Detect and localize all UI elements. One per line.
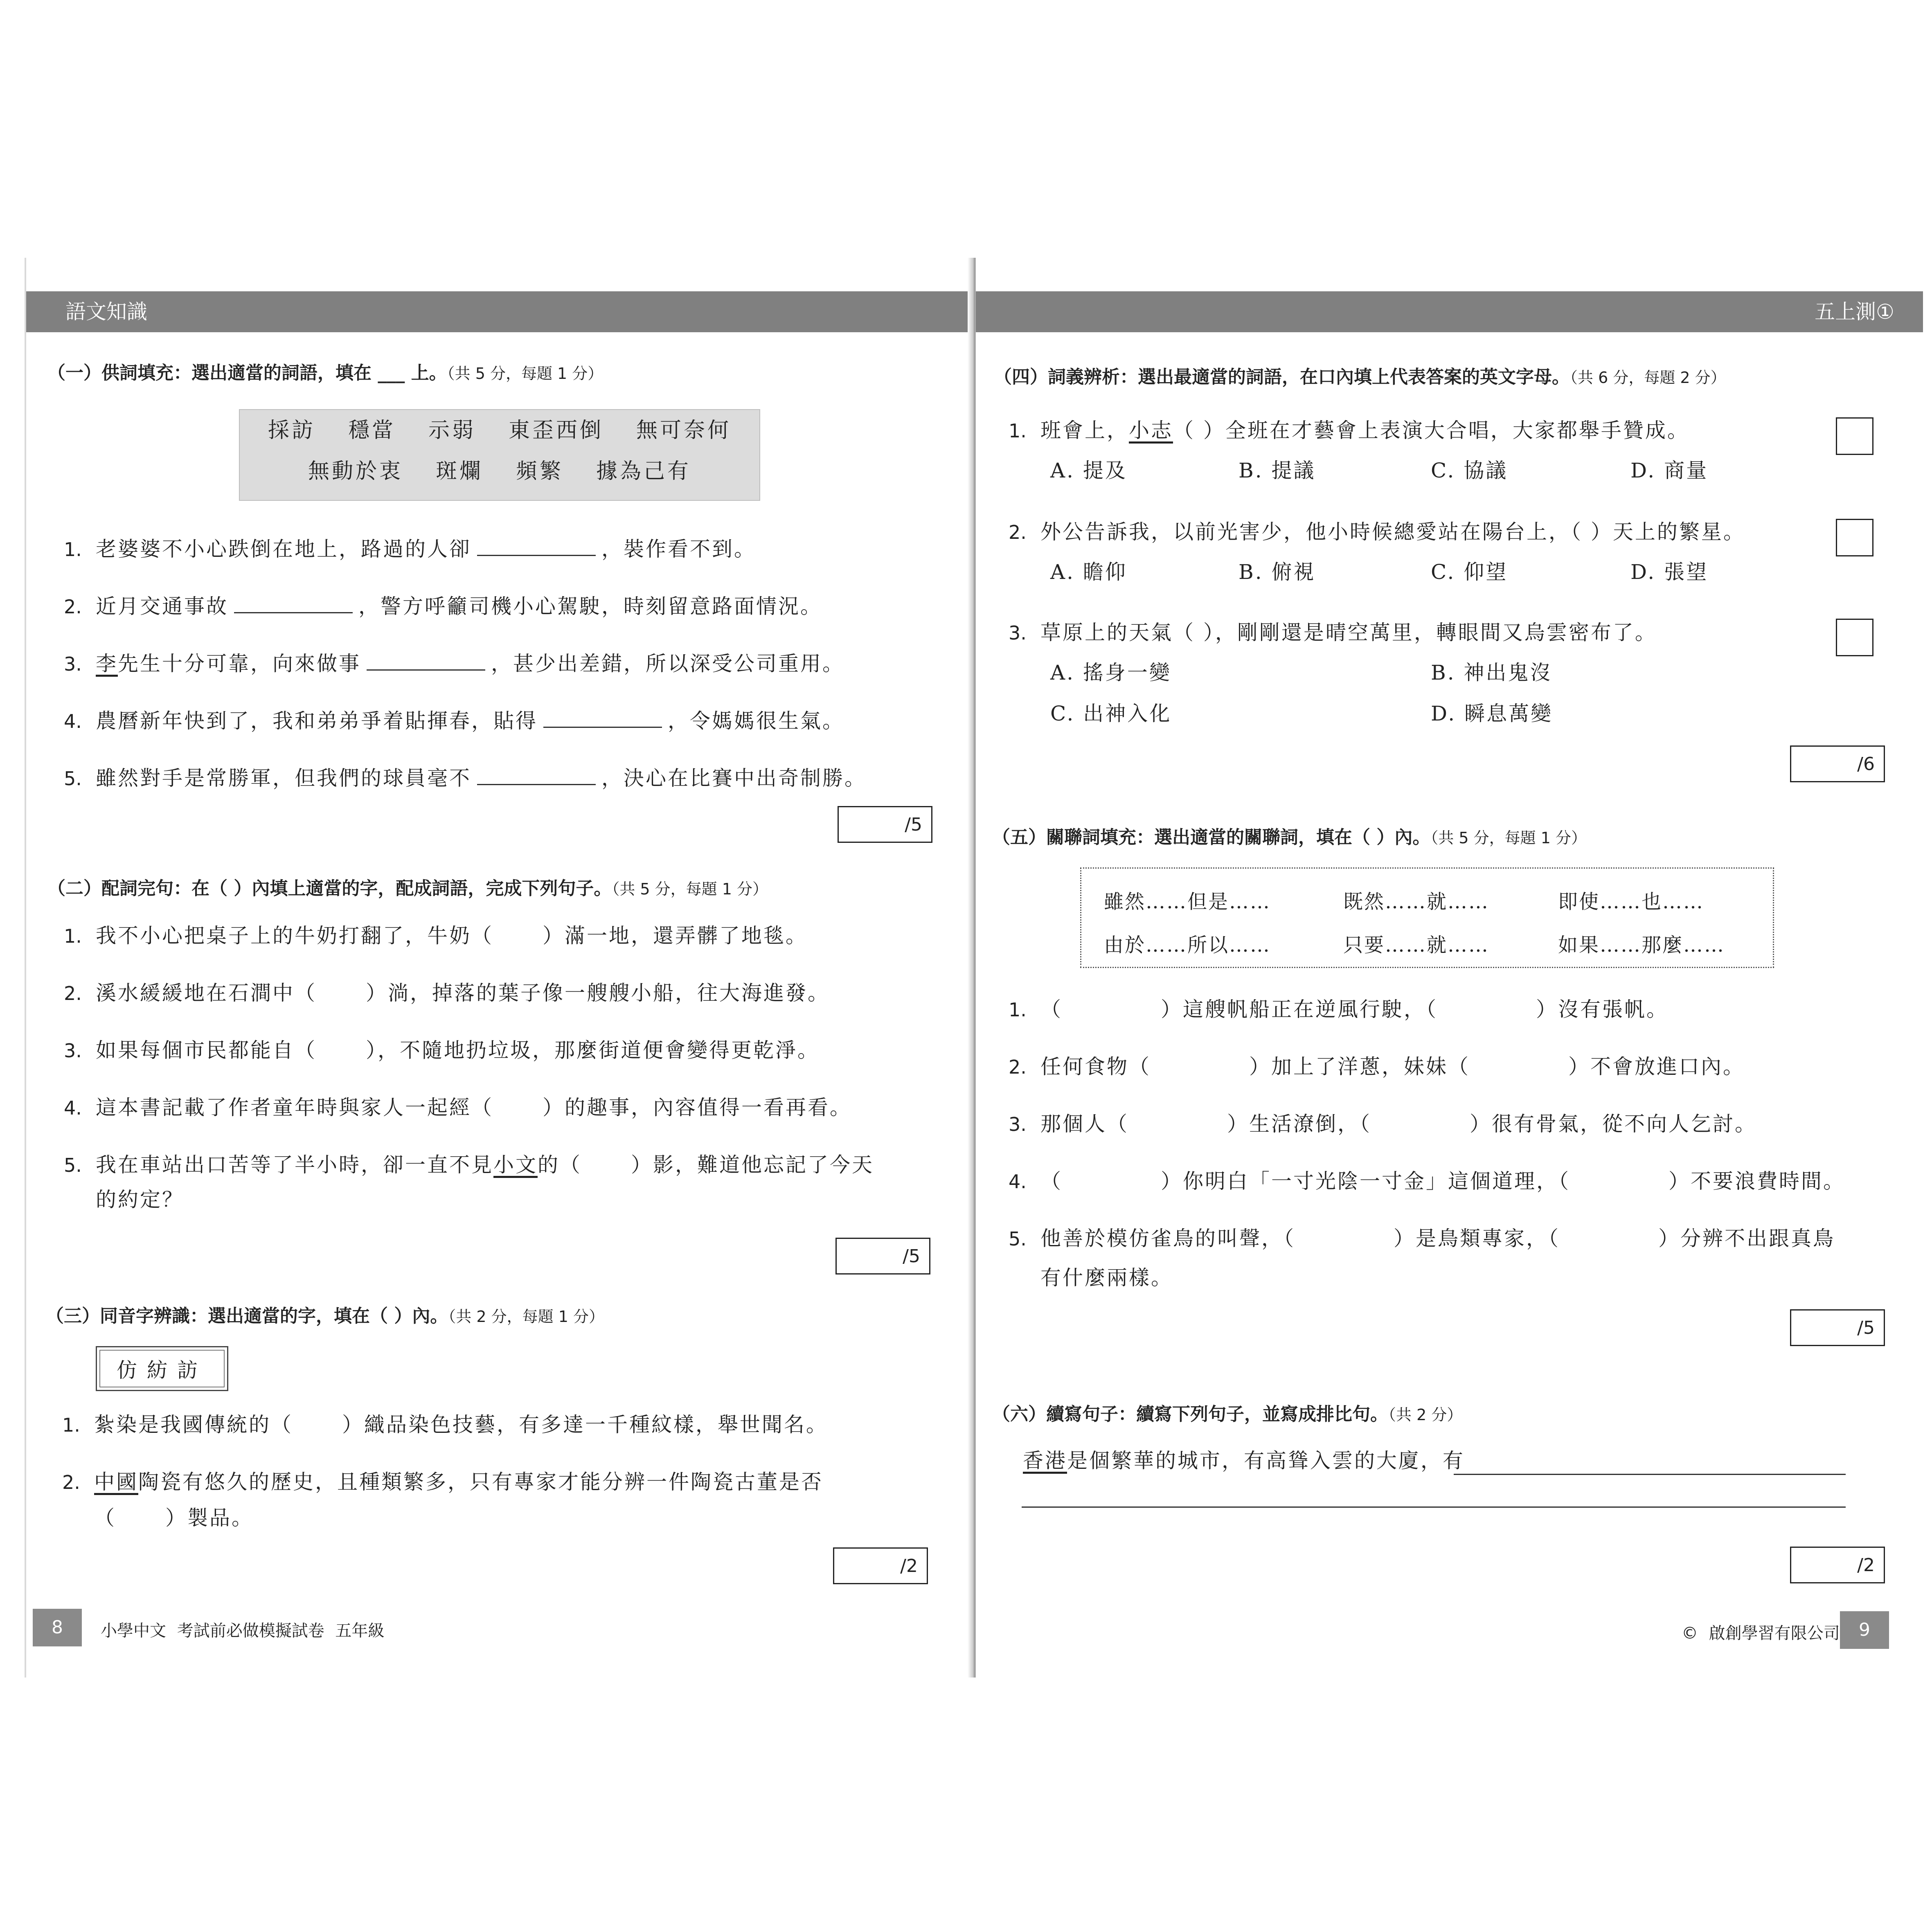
s1-question-2: 2. 近月交通事故 ，警方呼籲司機小心駕駛，時刻留意路面情況。 — [64, 594, 822, 618]
right-page — [976, 258, 1923, 1678]
s4-question-1: 1. 班會上，小志（ ）全班在才藝會上表演大合唱，大家都舉手贊成。 — [1009, 419, 1689, 442]
book-title-footer: 小學中文 考試前必做模擬試卷 五年級 — [101, 1621, 385, 1640]
s6-sentence: 香港是個繁華的城市，有高聳入雲的大廈，有 — [1023, 1449, 1465, 1473]
s5-question-3: 3. 那個人（ ）生活潦倒，（ ）很有骨氣，從不向人乞討。 — [1009, 1112, 1757, 1136]
s4-q3-option-a: A. 搖身一變 — [1050, 661, 1171, 685]
page-number-left: 8 — [33, 1609, 82, 1646]
s2-question-5: 5. 我在車站出口苦等了半小時，卻一直不見小文的（ ）影，難道他忘記了今天 — [64, 1153, 874, 1177]
answer-blank[interactable] — [543, 710, 662, 728]
s3-question-1: 1. 紮染是我國傳統的（ ）織品染色技藝，有多達一千種紋樣，舉世聞名。 — [62, 1413, 828, 1437]
score-box-s5[interactable]: /5 — [1790, 1309, 1885, 1346]
section-6-title: （六）續寫句子：續寫下列句子，並寫成排比句。（共 2 分） — [992, 1404, 1463, 1425]
page-number-right: 9 — [1840, 1611, 1889, 1649]
section-1-title: （一）供詞填充：選出適當的詞語，填在 ___ 上。（共 5 分，每題 1 分） — [47, 363, 603, 383]
word-bank: 採訪 穩當 示弱 東歪西倒 無可奈何 無動於衷 斑爛 頻繁 據為己有 — [239, 409, 760, 501]
s1-question-5: 5. 雖然對手是常勝軍，但我們的球員毫不 ，決心在比賽中出奇制勝。 — [64, 766, 867, 790]
s2-question-1: 1. 我不小心把桌子上的牛奶打翻了，牛奶（ ）滿一地，還弄髒了地毯。 — [64, 924, 808, 948]
s1-question-1: 1. 老婆婆不小心跌倒在地上，路過的人卻 ，裝作看不到。 — [64, 537, 756, 561]
publisher-footer: © 啟創學習有限公司 — [1682, 1624, 1840, 1643]
s3-question-2-cont: （ ）製品。 — [94, 1506, 254, 1530]
s4-q1-option-a: A. 提及 — [1050, 459, 1127, 482]
s5-question-2: 2. 任何食物（ ）加上了洋蔥，妹妹（ ）不會放進口內。 — [1009, 1055, 1745, 1079]
s5-question-1: 1. （ ）這艘帆船正在逆風行駛，（ ）沒有張帆。 — [1009, 998, 1669, 1021]
section-5-title: （五）關聯詞填充：選出適當的關聯詞，填在（ ）內。（共 5 分，每題 1 分） — [992, 827, 1587, 848]
answer-box-q3[interactable] — [1836, 619, 1873, 656]
section-4-title: （四）詞義辨析：選出最適當的詞語，在口內填上代表答案的英文字母。（共 6 分，每題 2 分） — [994, 367, 1726, 387]
score-box-s2[interactable]: /5 — [835, 1238, 930, 1274]
s5-question-4: 4. （ ）你明白「一寸光陰一寸金」這個道理，（ ）不要浪費時間。 — [1009, 1169, 1845, 1193]
s4-q1-option-d: D. 商量 — [1630, 459, 1709, 482]
score-box-s6[interactable]: /2 — [1790, 1547, 1885, 1583]
s4-q2-option-d: D. 張望 — [1630, 560, 1709, 584]
section-3-title: （三）同音字辨識：選出適當的字，填在（ ）內。（共 2 分，每題 1 分） — [46, 1306, 604, 1326]
left-page — [25, 258, 975, 1678]
s5-question-5-cont: 有什麼兩樣。 — [1040, 1266, 1173, 1290]
score-box-s1[interactable]: /5 — [838, 806, 932, 843]
s4-question-2: 2. 外公告訴我，以前光害少，他小時候總愛站在陽台上，（ ）天上的繁星。 — [1009, 520, 1745, 544]
s4-q1-option-b: B. 提議 — [1238, 459, 1316, 482]
test-band-right: 五上測① — [976, 291, 1923, 332]
s4-question-3: 3. 草原上的天氣（ ），剛剛還是晴空萬里，轉眼間又烏雲密布了。 — [1009, 621, 1657, 644]
s4-q2-option-c: C. 仰望 — [1431, 560, 1508, 584]
s4-q3-option-b: B. 神出鬼沒 — [1431, 661, 1552, 685]
section-2-title: （二）配詞完句：在（ ）內填上適當的字，配成詞語，完成下列句子。（共 5 分，每題 1 分） — [47, 878, 768, 899]
answer-box-q1[interactable] — [1836, 417, 1873, 455]
s4-q2-option-a: A. 瞻仰 — [1050, 560, 1127, 584]
answer-blank[interactable] — [477, 538, 596, 556]
section-band-left: 語文知識 — [26, 291, 975, 332]
answer-blank[interactable] — [367, 653, 485, 671]
s4-q1-option-c: C. 協議 — [1431, 459, 1508, 482]
writing-line-1[interactable] — [1454, 1474, 1846, 1475]
answer-box-q2[interactable] — [1836, 519, 1873, 556]
s3-question-2: 2. 中國陶瓷有悠久的歷史，且種類繁多，只有專家才能分辨一件陶瓷古董是否 — [62, 1470, 823, 1494]
s4-q2-option-b: B. 俯視 — [1238, 560, 1316, 584]
writing-line-2[interactable] — [1022, 1506, 1846, 1508]
s1-question-3: 3. 李先生十分可靠，向來做事 ，甚少出差錯，所以深受公司重用。 — [64, 652, 844, 676]
conjunction-bank: 雖然……但是…… 既然……就…… 即使……也…… 由於……所以…… 只要……就…… 如果……那麼…… — [1080, 867, 1774, 968]
s4-q3-option-c: C. 出神入化 — [1050, 702, 1172, 725]
homophone-box: 仿紡訪 — [96, 1346, 228, 1391]
s2-question-2: 2. 溪水緩緩地在石澗中（ ）淌，掉落的葉子像一艘艘小船，往大海進發。 — [64, 981, 830, 1005]
answer-blank[interactable] — [477, 768, 596, 785]
s4-q3-option-d: D. 瞬息萬變 — [1431, 702, 1553, 725]
score-box-s3[interactable]: /2 — [833, 1547, 928, 1584]
s2-question-4: 4. 這本書記載了作者童年時與家人一起經（ ）的趣事，內容值得一看再看。 — [64, 1096, 852, 1119]
book-spread — [25, 258, 1923, 1678]
s2-question-5-cont: 的約定？ — [96, 1188, 184, 1211]
score-box-s4[interactable]: /6 — [1790, 745, 1885, 782]
s1-question-4: 4. 農曆新年快到了，我和弟弟爭着貼揮春，貼得 ，令媽媽很生氣。 — [64, 709, 844, 733]
s2-question-3: 3. 如果每個市民都能自（ ），不隨地扔垃圾，那麼街道便會變得更乾淨。 — [64, 1038, 820, 1062]
s5-question-5: 5. 他善於模仿雀鳥的叫聲，（ ）是鳥類專家，（ ）分辨不出跟真鳥 — [1009, 1227, 1835, 1250]
answer-blank[interactable] — [234, 596, 353, 613]
